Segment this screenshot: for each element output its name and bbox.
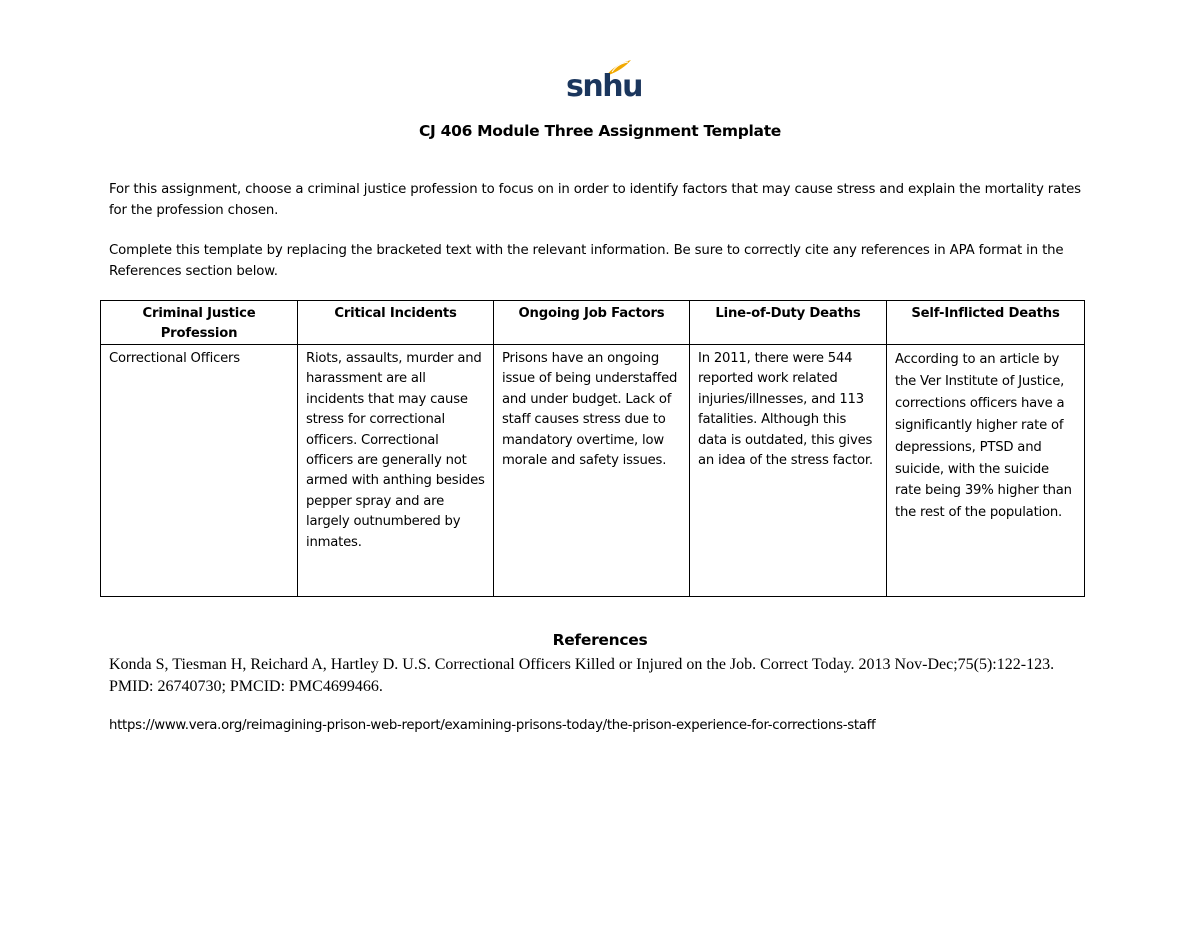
table-header-row (101, 301, 1085, 345)
cell-critical-incidents[interactable]: Riots, assaults, murder and harassment are all incidents that may cause stress for correctional officers. Correctional officers are generally not armed with anthing besides pepper spray and are largely outnumbered by inmates. (298, 345, 494, 597)
intro-paragraph-1: For this assignment, choose a criminal justice profession to focus on in order to identify factors that may cause stress and explain the mortality rates for the profession chosen. (109, 182, 1081, 218)
header-profession: Criminal Justice Profession (101, 301, 298, 345)
cell-line-of-duty-deaths[interactable]: In 2011, there were 544 reported work related injuries/illnesses, and 113 fatalities. Although this data is outdated, this gives an idea of the stress factor. (690, 345, 887, 597)
header-critical-incidents: Critical Incidents (298, 301, 494, 345)
cell-ongoing-job-factors[interactable]: Prisons have an ongoing issue of being understaffed and under budget. Lack of staff causes stress due to mandatory overtime, low morale and safety issues. (494, 345, 690, 597)
cell-self-inflicted-deaths[interactable]: According to an article by the Ver Institute of Justice, corrections officers have a significantly higher rate of depressions, PTSD and suicide, with the suicide rate being 39% higher than the rest of the population. (887, 345, 1085, 597)
reference-item: Konda S, Tiesman H, Reichard A, Hartley D. U.S. Correctional Officers Killed or Injured on the Job. Correct Today. 2013 Nov-Dec;75(5):122-123. PMID: 26740730; PMCID: PMC4699466. (109, 656, 1055, 695)
document-title: CJ 406 Module Three Assignment Template (418, 122, 782, 140)
header-line-of-duty-deaths: Line-of-Duty Deaths (690, 301, 887, 345)
logo-text: snhu (566, 69, 642, 104)
snhu-logo (566, 58, 642, 104)
table-row (101, 345, 1085, 597)
header-ongoing-job-factors: Ongoing Job Factors (494, 301, 690, 345)
reference-link[interactable]: https://www.vera.org/reimagining-prison-web-report/examining-prisons-today/the-prison-experience-for-corrections-staff (109, 718, 876, 733)
header-self-inflicted-deaths: Self-Inflicted Deaths (887, 301, 1085, 345)
assignment-table (100, 300, 1085, 597)
intro-paragraph-2: Complete this template by replacing the bracketed text with the relevant information. Be sure to correctly cite any references in APA format in the References section below. (109, 243, 1064, 279)
cell-profession[interactable]: Correctional Officers (101, 345, 298, 597)
references-heading: References (552, 631, 648, 649)
